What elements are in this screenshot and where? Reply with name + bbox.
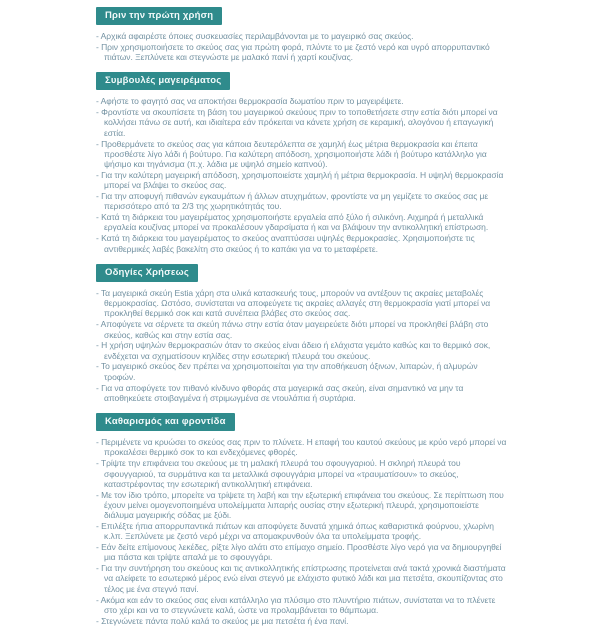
bullet-list: [96, 96, 510, 253]
section-usage-instructions: [96, 262, 510, 403]
section-cooking-tips: [96, 70, 510, 253]
bullet-item: - Πριν χρησιμοποιήσετε το σκεύος σας για πρώτη φορά, πλύντε το με ζεστό νερό και υγρό απορρυπαντικό πιάτων. Ξεπλύνετε και στεγνώστε με μαλακό πανί ή χαρτί κουζίνας.: [96, 42, 510, 63]
bullet-item: - Για την συντήρηση του σκεύους και τις αντικολλητικής επίστρωσης προτείνεται ανά τακτά χρονικά διαστήματα να αλείφετε το εσωτερικό μέρος ενώ είναι στεγνό με ελάχιστο φυτικό λάδι και μια πετσέτα, σκουπίζοντας στο τέλος με ένα στεγνό πανί.: [96, 563, 510, 594]
bullet-item: - Για την αποφυγή πιθανών εγκαυμάτων ή άλλων ατυχημάτων, φροντίστε να μη γεμίζετε το σκεύος σας με περισσότερο από τα 2/3 της χωρητικότητάς του.: [96, 191, 510, 212]
bullet-item: - Το μαγειρικό σκεύος δεν πρέπει να χρησιμοποιείται για την αποθήκευση όξινων, λιπαρών, ή αλμυρών τροφών.: [96, 361, 510, 382]
bullet-item: - Στεγνώνετε πάντα πολύ καλά το σκεύος με μια πετσέτα ή ένα πανί.: [96, 616, 510, 626]
bullet-item: - Αφήστε το φαγητό σας να αποκτήσει θερμοκρασία δωματίου πριν το μαγειρέψετε.: [96, 96, 510, 106]
section-cleaning-care: [96, 411, 510, 626]
bullet-item: - Εάν δείτε επίμονους λεκέδες, ρίξτε λίγο αλάτι στο επίμαχο σημείο. Προσθέστε λίγο νερό για να δημιουργηθεί μια πάστα και τρίψτε απαλά με το σφουγγάρι.: [96, 542, 510, 563]
bullet-item: - Τρίψτε την επιφάνεια του σκεύους με τη μαλακή πλευρά του σφουγγαριού. Η σκληρή πλευρά του σφουγγαριού, τα συρμάτινα και τα μεταλλικά σφουγγάρια μπορεί να «τραυματίσουν» το σκεύος, καταστρέφοντας την εσωτερική αντικολλητική επιφάνεια.: [96, 458, 510, 489]
section-before-first-use: [96, 5, 510, 62]
section-title-usage-instructions: Οδηγίες Χρήσεως: [96, 264, 198, 282]
bullet-item: - Για να αποφύγετε τον πιθανό κίνδυνο φθοράς στα μαγειρικά σας σκεύη, είναι σημαντικό να μην τα αποθηκεύετε στοιβαγμένα ή στριμωγμένα σε ντουλάπια ή συρτάρια.: [96, 383, 510, 404]
bullet-item: - Αρχικά αφαιρέστε όποιες συσκευασίες περιλαμβάνονται με το μαγειρικό σας σκεύος.: [96, 31, 510, 41]
bullet-item: - Αποφύγετε να σέρνετε τα σκεύη πάνω στην εστία όταν μαγειρεύετε διότι μπορεί να προκληθεί βλάβη στο σκεύος, καθώς και στην εστία σας.: [96, 319, 510, 340]
bullet-item: - Η χρήση υψηλών θερμοκρασιών όταν το σκεύος είναι άδειο ή ελάχιστα γεμάτο καθώς και το θερμικό σοκ, ενδέχεται να σχηματίσουν κηλίδες στην εσωτερική πλευρά του σκεύους.: [96, 340, 510, 361]
bullet-item: - Με τον ίδιο τρόπο, μπορείτε να τρίψετε τη λαβή και την εξωτερική επιφάνεια του σκεύους. Σε περίπτωση που έχουν μείνει ομογενοποιημένα υπολείμματα λιπαρής ουσίας στην εξωτερική πλευρά, χρησιμοποιείστε διάλυμα μαγειρικής σόδας με ξύδι.: [96, 490, 510, 521]
bullet-list: [96, 288, 510, 403]
bullet-item: - Επιλέξτε ήπια απορρυπαντικά πιάτων και αποφύγετε δυνατά χημικά όπως καθαριστικά φούρνου, χλωρίνη κ.λπ. Ξεπλύνετε με ζεστό νερό μέχρι να απομακρυνθούν όλα τα υπολείμματα τροφής.: [96, 521, 510, 542]
section-title-before-first-use: Πριν την πρώτη χρήση: [96, 7, 222, 25]
section-title-cooking-tips: Συμβουλές μαγειρέματος: [96, 72, 230, 90]
care-instructions-document: [96, 5, 510, 634]
bullet-item: - Για την καλύτερη μαγειρική απόδοση, χρησιμοποιείστε χαμηλή ή μέτρια θερμοκρασία. Η υψηλή θερμοκρασία μπορεί να βλάψει το σκεύος σας.: [96, 170, 510, 191]
section-title-cleaning-care: Καθαρισμός και φροντίδα: [96, 413, 235, 431]
bullet-item: - Ακόμα και εάν το σκεύος σας είναι κατάλληλο για πλύσιμο στο πλυντήριο πιάτων, συνίσταται να το πλένετε στο χέρι και να το στεγνώνετε καλά, ώστε να προλαμβάνεται το θάμπωμα.: [96, 595, 510, 616]
bullet-item: - Περιμένετε να κρυώσει το σκεύος σας πριν το πλύνετε. Η επαφή του καυτού σκεύους με κρύο νερό μπορεί να προκαλέσει θερμικό σοκ το και ενδεχόμενες φθορές.: [96, 437, 510, 458]
bullet-item: - Κατά τη διάρκεια του μαγειρέματος χρησιμοποιήστε εργαλεία από ξύλο ή σιλικόνη. Αιχμηρά ή μεταλλικά εργαλεία κουζίνας μπορεί να προκαλέσουν γδαρσίματα ή και να βλάψουν την αντικολλητική επίστρωση.: [96, 212, 510, 233]
bullet-item: - Φροντίστε να σκουπίσετε τη βάση του μαγειρικού σκεύους πριν το τοποθετήσετε στην εστία διότι μπορεί να κολλήσει πάνω σε αυτή, και ιδιαίτερα εάν πρόκειται να κάνετε χρήση σε κεραμική, αλογόνου ή επαγωγική εστία.: [96, 107, 510, 138]
bullet-list: [96, 31, 510, 62]
bullet-item: - Κατά τη διάρκεια του μαγειρέματος το σκεύος αναπτύσσει υψηλές θερμοκρασίες. Χρησιμοποιήστε τις αντιθερμικές λαβές βακελίτη στο σκεύος ή το καπάκι για να το μεταφέρετε.: [96, 233, 510, 254]
bullet-list: [96, 437, 510, 626]
bullet-item: - Προθερμάνετε το σκεύος σας για κάποια δευτερόλεπτα σε χαμηλή έως μέτρια θερμοκρασία και έπειτα προσθέστε λίγο λάδι ή βούτυρο. Για καλύτερη απόδοση, χρησιμοποιήστε λάδι ή βούτυρο κατάλληλο για ψήσιμο και τηγάνισμα (π.χ. λάδια με υψηλό σημείο καπνού).: [96, 139, 510, 170]
bullet-item: - Τα μαγειρικά σκεύη Estia χάρη στα υλικά κατασκευής τους, μπορούν να αντέξουν τις ακραίες μεταβολές θερμοκρασίας. Ωστόσο, συνίσταται να αποφεύγετε τις ακραίες αλλαγές στη θερμοκρασία γιατί μπορεί να προκληθεί θερμικό σοκ και κατά συνέπεια βλάβες στο σκεύος σας.: [96, 288, 510, 319]
